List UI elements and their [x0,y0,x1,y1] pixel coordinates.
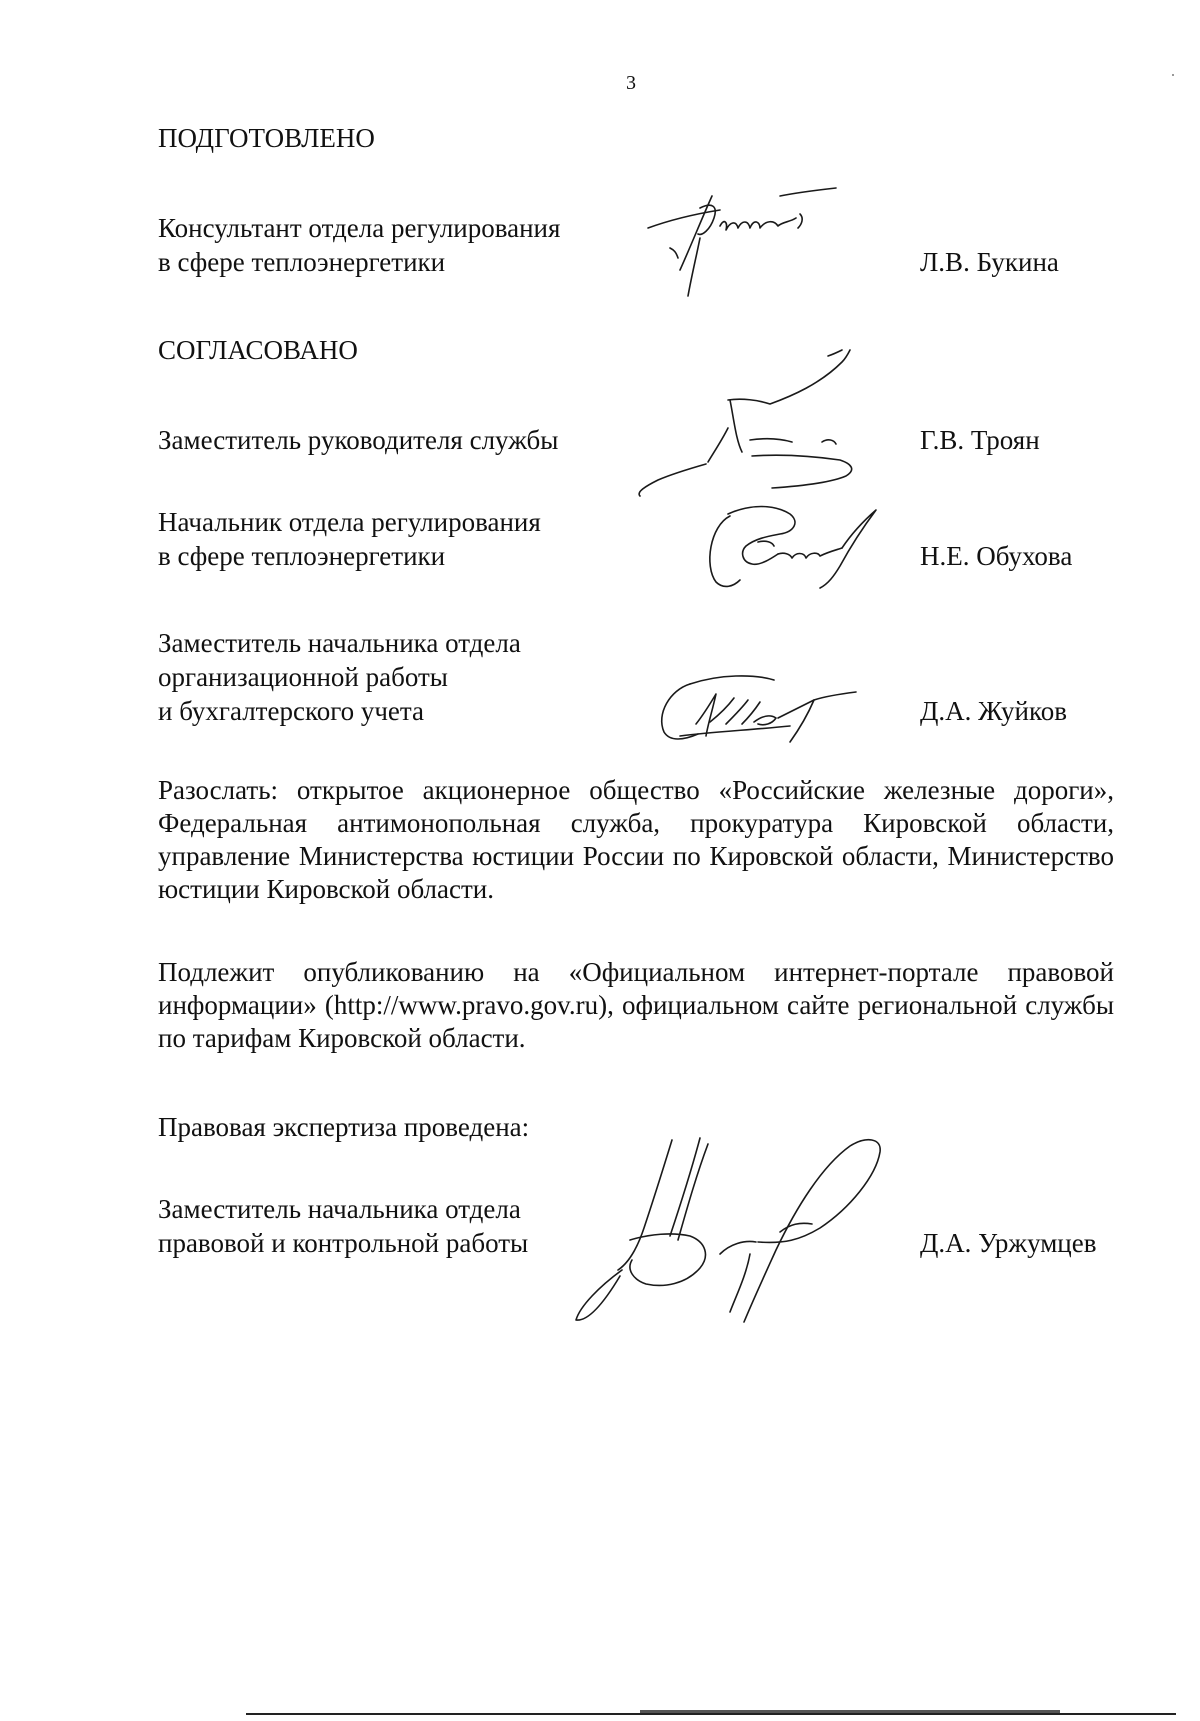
signature-zhuikov [650,664,890,754]
legal-review-name: Д.А. Уржумцев [920,1228,1097,1258]
agreed-position-line-2-2: в сфере теплоэнергетики [158,541,446,571]
agreed-name-2: Н.Е. Обухова [920,541,1073,571]
agreed-position-line-3-2: организационной работы [158,662,448,692]
agreed-position-line-2-1: Начальник отдела регулирования [158,507,541,537]
signature-troyan [632,340,892,500]
agreed-position-line-1: Заместитель руководителя службы [158,425,559,455]
prepared-position-line-1: Консультант отдела регулирования [158,213,561,243]
prepared-name: Л.В. Букина [920,247,1059,277]
signature-obukhova [700,496,900,596]
prepared-position-line-2: в сфере теплоэнергетики [158,247,446,277]
footer-rule [246,1713,1176,1715]
distribution-paragraph: Разослать: открытое акционерное общество «Российские железные дороги», Федеральная антимонопольная служба, прокуратура Кировской области, управление Министерства юстиции России по Кировской области, Министерство юстиции Кировской области. [158,775,1114,904]
footer-rule-thick [640,1710,1060,1713]
legal-review-position-line-1: Заместитель начальника отдела [158,1194,521,1224]
agreed-name-1: Г.В. Троян [920,425,1040,455]
agreed-position-line-3-1: Заместитель начальника отдела [158,628,521,658]
agreed-name-3: Д.А. Жуйков [920,696,1067,726]
page-number: 3 [626,72,636,94]
prepared-heading: ПОДГОТОВЛЕНО [158,123,375,153]
publication-paragraph: Подлежит опубликованию на «Официальном интернет-портале правовой информации» (http://www.pravo.gov.ru), официальном сайте региональной службы по тарифам Кировской области. [158,957,1114,1053]
signature-urzhumtsev [560,1136,920,1326]
agreed-position-line-3-3: и бухгалтерского учета [158,696,425,726]
signature-bukina [640,178,860,308]
agreed-heading: СОГЛАСОВАНО [158,335,358,365]
legal-review-position-line-2: правовой и контрольной работы [158,1228,529,1258]
legal-review-heading: Правовая экспертиза проведена: [158,1112,530,1142]
scan-speck [1172,74,1174,76]
